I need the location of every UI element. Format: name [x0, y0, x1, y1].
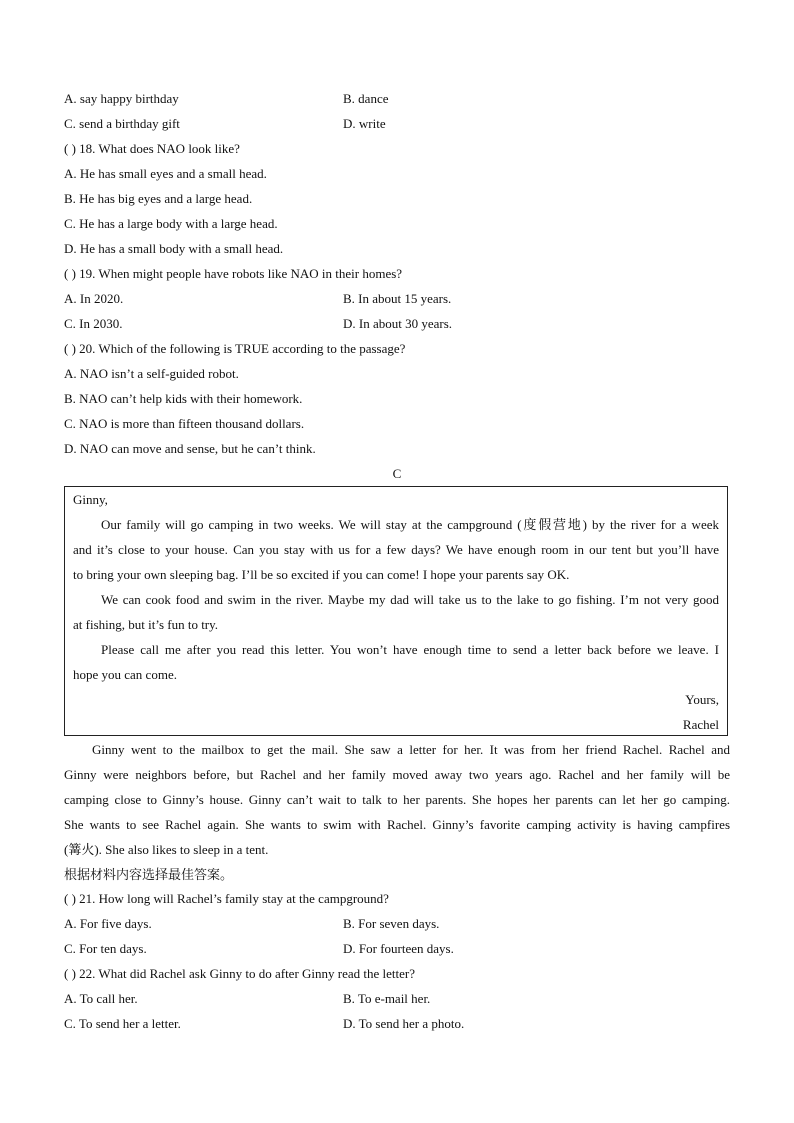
q18-option-d: D. He has a small body with a small head.	[64, 241, 284, 256]
letter-line: and it’s close to your house. Can you stay with us for a few days? We have enough room in our tent but you’ll have	[73, 542, 719, 557]
instruction: 根据材料内容选择最佳答案。	[64, 867, 234, 882]
q20-option-a: A. NAO isn’t a self-guided robot.	[64, 366, 239, 381]
letter-greeting: Ginny,	[73, 492, 108, 507]
passage-line: She wants to see Rachel again. She wants to swim with Rachel. Ginny’s favorite camping activity is having campfires	[64, 817, 730, 832]
letter-signature: Rachel	[682, 717, 719, 732]
q18-option-a: A. He has small eyes and a small head.	[64, 166, 267, 181]
letter-line: at fishing, but it’s fun to try.	[73, 617, 219, 632]
q21-option-c: C. For ten days.	[64, 941, 147, 956]
q22-stem: ( ) 22. What did Rachel ask Ginny to do after Ginny read the letter?	[64, 966, 416, 981]
letter-line: We can cook food and swim in the river. Maybe my dad will take us to the lake to go fishing. I’m not very good	[101, 592, 719, 607]
letter-closing: Yours,	[685, 692, 719, 707]
q19-stem: ( ) 19. When might people have robots like NAO in their homes?	[64, 266, 403, 281]
q19-option-d: D. In about 30 years.	[343, 316, 453, 331]
q17-option-a: A. say happy birthday	[64, 91, 179, 106]
q22-option-c: C. To send her a letter.	[64, 1016, 181, 1031]
q20-stem: ( ) 20. Which of the following is TRUE according to the passage?	[64, 341, 406, 356]
q20-option-c: C. NAO is more than fifteen thousand dollars.	[64, 416, 305, 431]
q22-option-a: A. To call her.	[64, 991, 138, 1006]
q17-option-b: B. dance	[343, 91, 389, 106]
q18-stem: ( ) 18. What does NAO look like?	[64, 141, 240, 156]
letter-line: Please call me after you read this letter. You won’t have enough time to send a letter back before we leave. I	[101, 642, 719, 657]
q21-option-a: A. For five days.	[64, 916, 152, 931]
q19-option-b: B. In about 15 years.	[343, 291, 452, 306]
passage-line: Ginny were neighbors before, but Rachel and her family moved away two years ago. Rachel and her family will be	[64, 767, 730, 782]
q20-option-b: B. NAO can’t help kids with their homework.	[64, 391, 303, 406]
passage-line: camping close to Ginny’s house. Ginny can’t wait to talk to her parents. She hopes her parents can let her go camping.	[64, 792, 730, 807]
q17-option-c: C. send a birthday gift	[64, 116, 180, 131]
q17-option-d: D. write	[343, 116, 386, 131]
passage-line: (篝火). She also likes to sleep in a tent.	[64, 842, 269, 857]
letter-box	[64, 486, 728, 736]
q18-option-c: C. He has a large body with a large head.	[64, 216, 278, 231]
q19-option-c: C. In 2030.	[64, 316, 123, 331]
letter-line: Our family will go camping in two weeks. We will stay at the campground (度假营地) by the river for a week	[101, 517, 719, 532]
section-label: C	[392, 466, 402, 481]
letter-line: to bring your own sleeping bag. I’ll be so excited if you can come! I hope your parents say OK.	[73, 567, 570, 582]
q18-option-b: B. He has big eyes and a large head.	[64, 191, 253, 206]
letter-line: hope you can come.	[73, 667, 177, 682]
q22-option-b: B. To e-mail her.	[343, 991, 431, 1006]
q22-option-d: D. To send her a photo.	[343, 1016, 465, 1031]
q20-option-d: D. NAO can move and sense, but he can’t think.	[64, 441, 316, 456]
q19-option-a: A. In 2020.	[64, 291, 124, 306]
q21-option-b: B. For seven days.	[343, 916, 440, 931]
q21-option-d: D. For fourteen days.	[343, 941, 454, 956]
passage-line: Ginny went to the mailbox to get the mail. She saw a letter for her. It was from her friend Rachel. Rachel and	[92, 742, 730, 757]
q21-stem: ( ) 21. How long will Rachel’s family stay at the campground?	[64, 891, 389, 906]
